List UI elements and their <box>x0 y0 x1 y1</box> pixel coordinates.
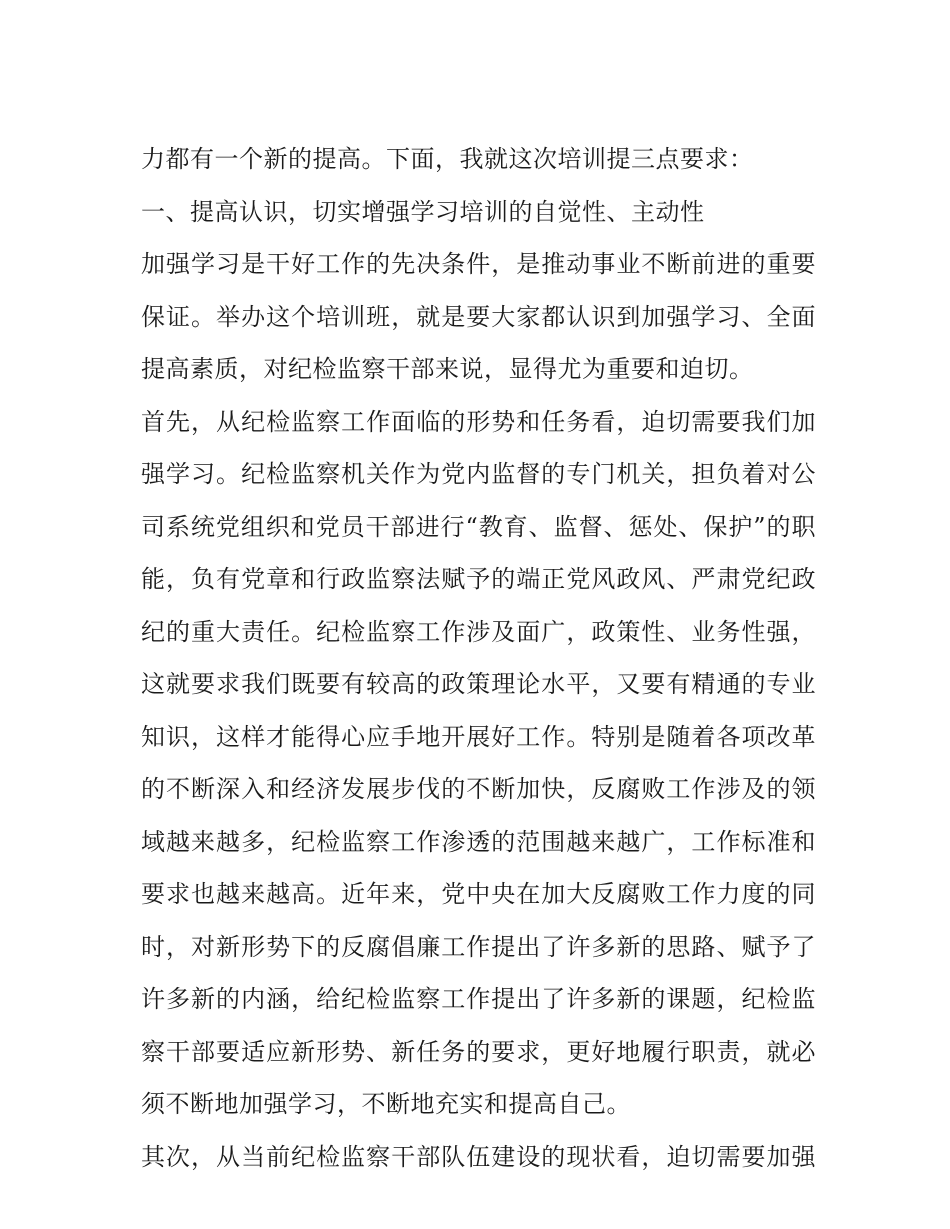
text-line: 力都有一个新的提高。下面，我就这次培训提三点要求： <box>141 145 754 173</box>
text-line: 的不断深入和经济发展步伐的不断加快，反腐败工作涉及的领 <box>141 775 816 803</box>
text-line: 许多新的内涵，给纪检监察工作提出了许多新的课题，纪检监 <box>141 985 816 1013</box>
text-line: 纪的重大责任。纪检监察工作涉及面广，政策性、业务性强， <box>141 617 816 646</box>
text-line: 域越来越多，纪检监察工作渗透的范围越来越广，工作标准和 <box>141 827 816 856</box>
text-line: 知识，这样才能得心应手地开展好工作。特别是随着各项改革 <box>141 722 816 751</box>
text-line: 能，负有党章和行政监察法赋予的端正党风政风、严肃党纪政 <box>141 565 816 593</box>
text-line: 加强学习是干好工作的先决条件，是推动事业不断前进的重要 <box>141 250 816 278</box>
text-line: 察干部要适应新形势、新任务的要求，更好地履行职责，就必 <box>141 1037 816 1066</box>
text-line: 其次，从当前纪检监察干部队伍建设的现状看，迫切需要加强 <box>141 1142 816 1171</box>
text-line: 要求也越来越高。近年来，党中央在加大反腐败工作力度的同 <box>141 880 816 908</box>
text-line: 首先，从纪检监察工作面临的形势和任务看，迫切需要我们加 <box>141 407 816 436</box>
document-body <box>141 133 816 1183</box>
text-line: 须不断地加强学习，不断地充实和提高自己。 <box>141 1090 631 1118</box>
text-line: 提高素质，对纪检监察干部来说，显得尤为重要和迫切。 <box>141 355 754 383</box>
text-line: 司系统党组织和党员干部进行“教育、监督、惩处、保护”的职 <box>141 512 816 541</box>
text-line: 强学习。纪检监察机关作为党内监督的专门机关，担负着对公 <box>141 460 816 488</box>
text-line: 时，对新形势下的反腐倡廉工作提出了许多新的思路、赋予了 <box>141 932 816 961</box>
section-heading: 一、提高认识，切实增强学习培训的自觉性、主动性 <box>141 197 705 226</box>
text-line: 这就要求我们既要有较高的政策理论水平，又要有精通的专业 <box>141 670 816 698</box>
text-line: 保证。举办这个培训班，就是要大家都认识到加强学习、全面 <box>141 302 816 331</box>
